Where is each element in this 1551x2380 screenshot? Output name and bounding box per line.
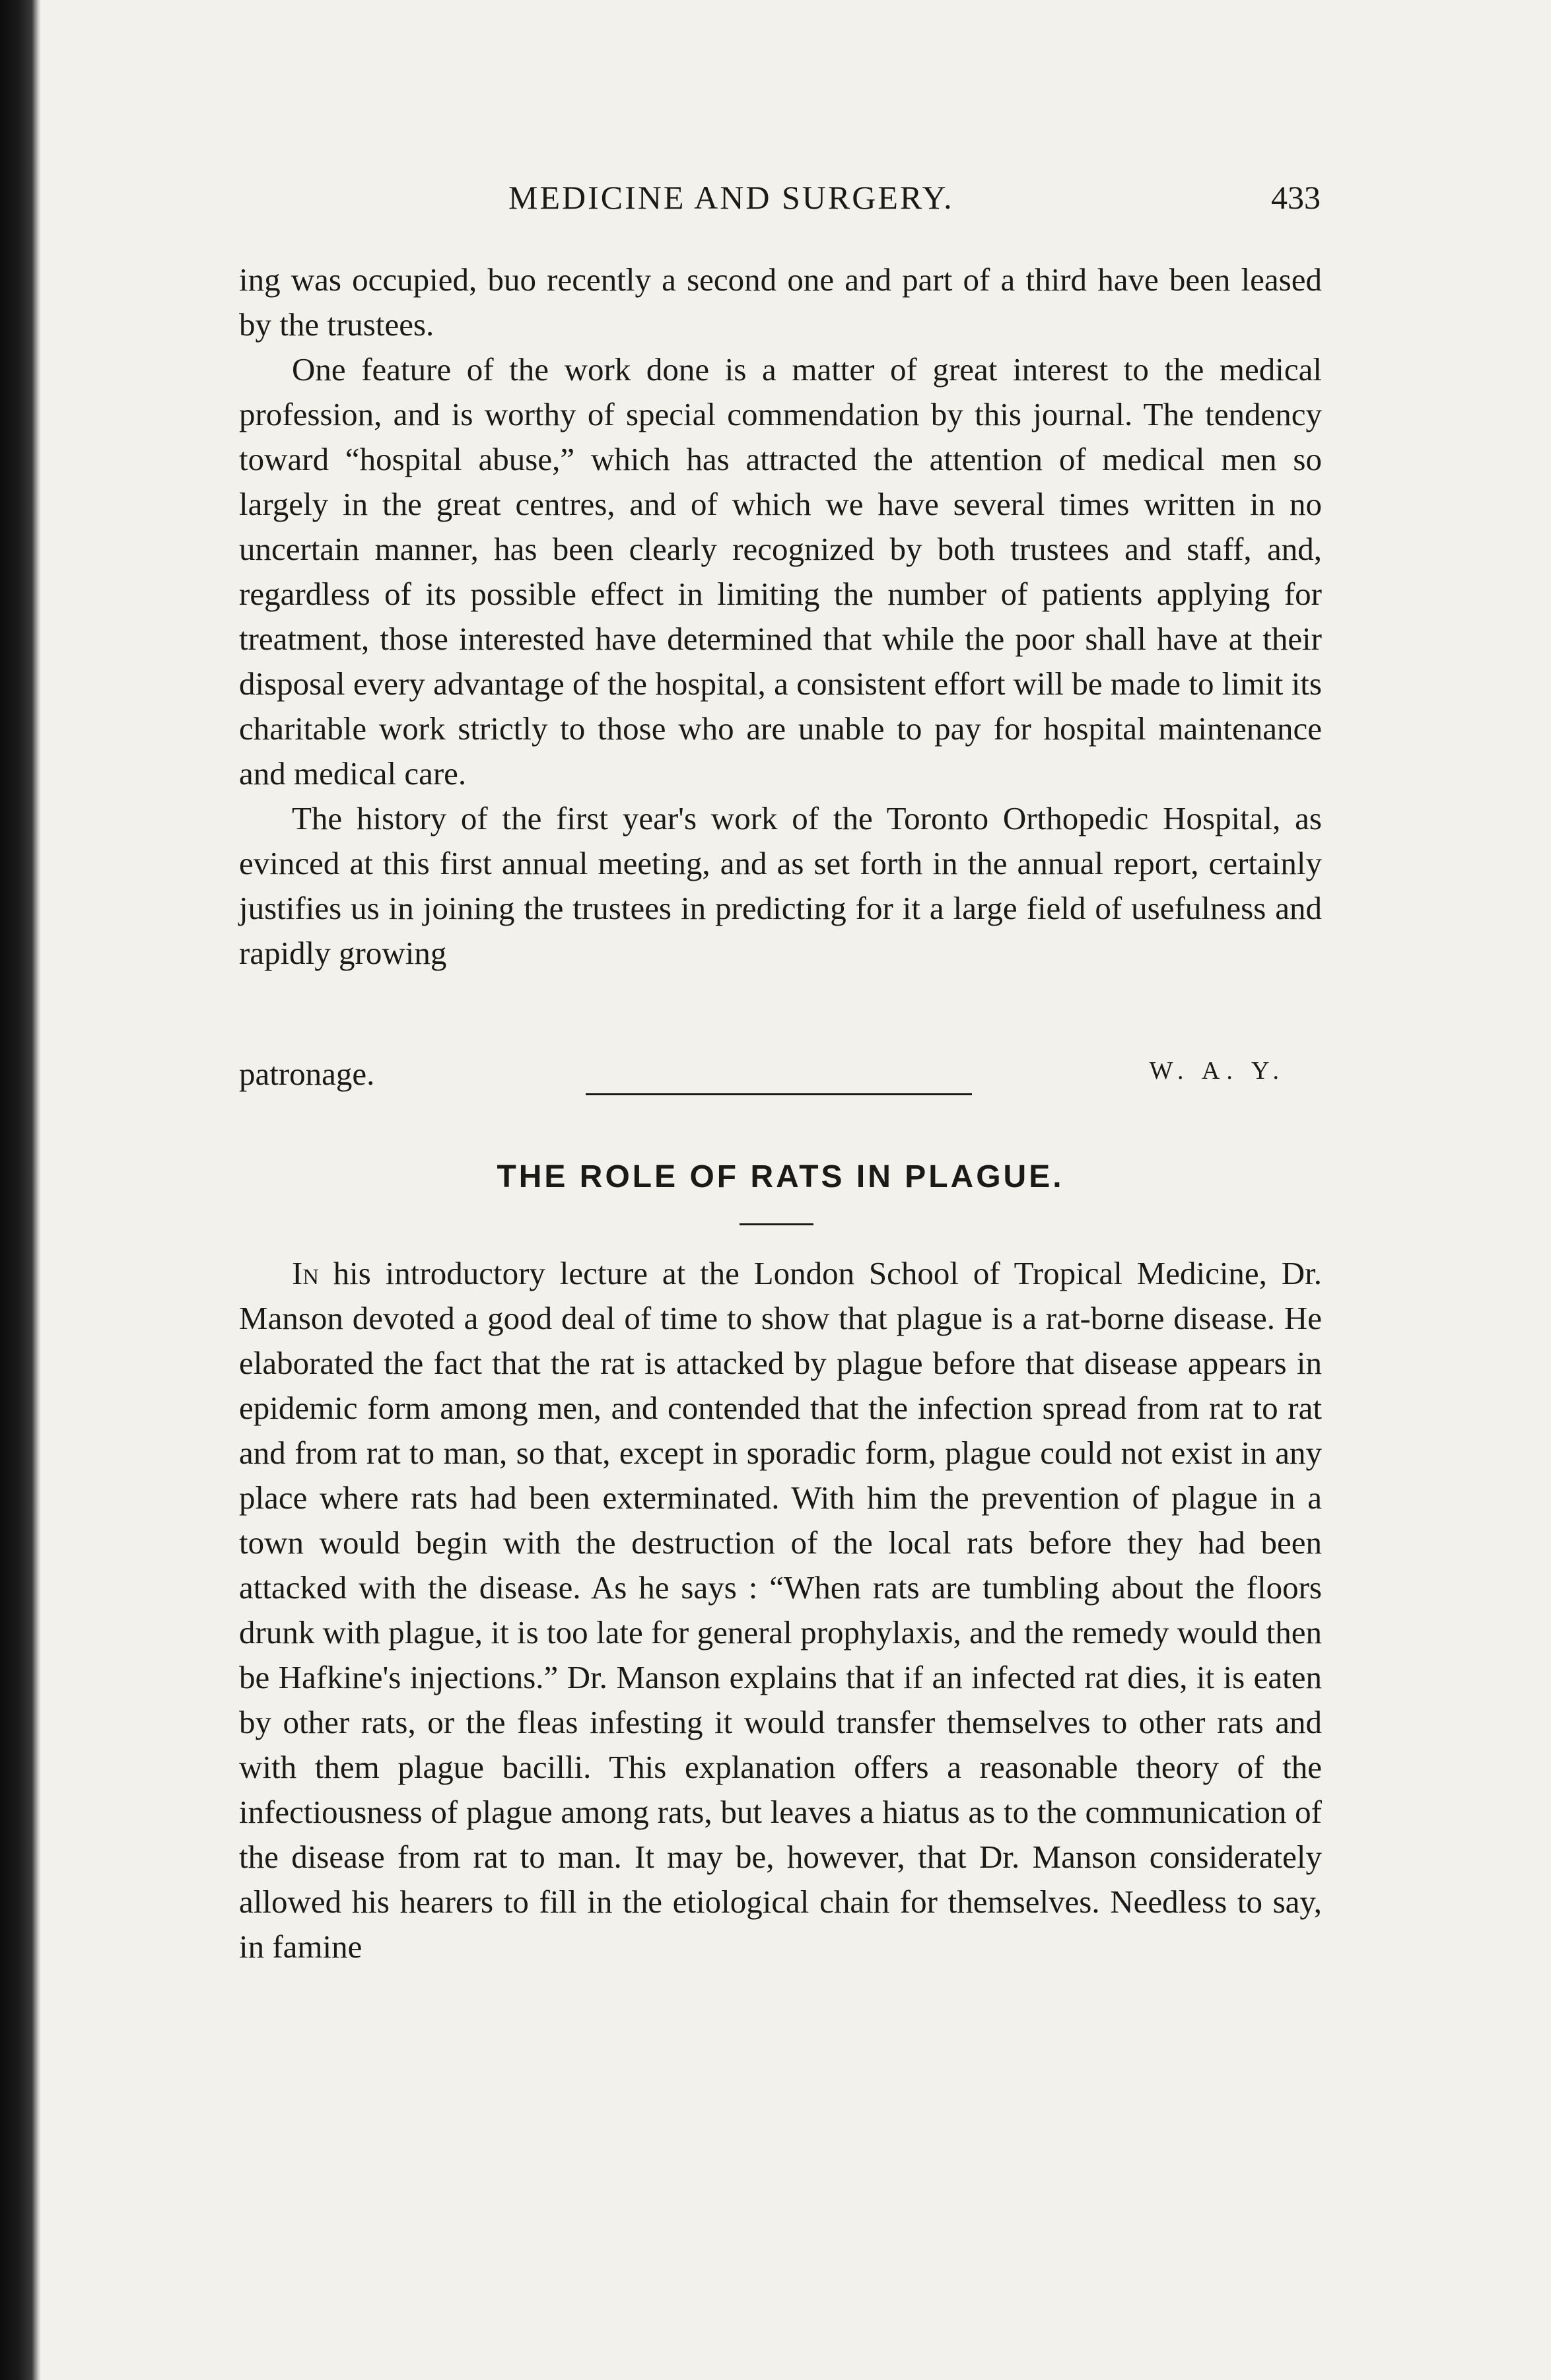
paragraph: The history of the first year's work of the Toronto Orthopedic Hospital, as evinced at this first annual meeting, and as set forth in the annual report, certainly justifies us in joining the trustees in predicting for it a large field of usefulness and rapidly growing <box>239 800 1322 971</box>
page-number: 433 <box>1271 179 1321 216</box>
opening-word: In <box>292 1255 319 1291</box>
title-underline-rule <box>740 1223 813 1225</box>
article-body <box>239 1251 1322 1969</box>
page-header <box>238 178 1321 224</box>
book-binding-edge <box>0 0 41 2380</box>
section-divider-rule <box>586 1093 972 1095</box>
paragraph <box>239 1251 1322 1969</box>
paragraph-ending: patronage. <box>239 1056 375 1092</box>
article-title: THE ROLE OF RATS IN PLAGUE. <box>497 1159 1064 1194</box>
paragraph: ing was occupied, buo recently a second one and part of a third have been leased by the trustees. <box>239 261 1322 343</box>
previous-article-text <box>239 257 1322 976</box>
article-signoff <box>239 1055 1322 1101</box>
paragraph: One feature of the work done is a matter of great interest to the medical profession, and is worthy of special commendation by this journal. The tendency toward “hospital abuse,” which has attracted the attention of medical men so largely in the great centres, and of which we have several times written in no uncertain manner, has been clearly recognized by both trustees and staff, and, regardless of its possible effect in limiting the number of patients applying for treatment, those interested have determined that while the poor shall have at their disposal every advantage of the hospital, a consistent effort will be made to limit its charitable work strictly to those who are unable to pay for hospital maintenance and medical care. <box>239 351 1322 792</box>
paragraph-text: his introductory lecture at the London School of Tropical Medicine, Dr. Manson devoted a good deal of time to show that plague is a rat-borne disease. He elaborated the fact that the rat is attacked by plague before that disease appears in epidemic form among men, and contended that the infection spread from rat to rat and from rat to man, so that, except in sporadic form, plague could not exist in any place where rats had been exterminated. With him the prevention of plague in a town would begin with the destruction of the local rats before they had been attacked with the disease. As he says : “When rats are tumbling about the floors drunk with plague, it is too late for general prophylaxis, and the remedy would then be Hafkine's injections.” Dr. Manson explains that if an infected rat dies, it is eaten by other rats, or the fleas infesting it would transfer themselves to other rats and with them plague bacilli. This explanation offers a reasonable theory of the infectiousness of plague among rats, but leaves a hiatus as to the communication of the disease from rat to man. It may be, however, that Dr. Manson considerately allowed his hearers to fill in the etiological chain for themselves. Needless to say, in famine <box>239 1255 1322 1965</box>
running-head: MEDICINE AND SURGERY. <box>508 179 954 216</box>
author-initials: W. A. Y. <box>1149 1057 1286 1085</box>
